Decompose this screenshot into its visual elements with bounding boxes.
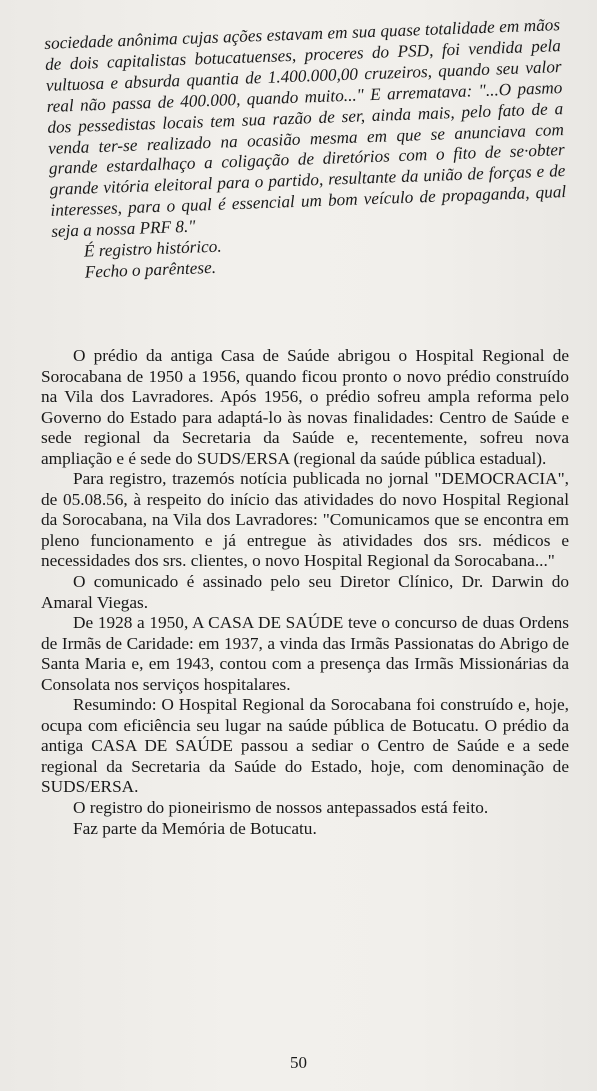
paragraph-sisters-orders: De 1928 a 1950, A CASA DE SAÚDE teve o concurso de duas Ordens de Irmãs de Caridade: em 1937, a vinda das Irmãs Passionatas do Abrigo de Santa Maria e, em 1943, contou com a presença das Irmãs Missionárias da Consolata nos serviços hospitalares. — [41, 613, 569, 694]
paragraph-newspaper-record: Para registro, trazemós notícia publicada no jornal "DEMOCRACIA", de 05.08.56, à respeito do início das atividades do novo Hospital Regional da Sorocabana, na Vila dos Lavradores: "Comunicamos que se encontra em pleno funcionamento e já entregue às atividades dos srs. médicos e necessidades dos srs. clientes, o novo Hospital Regional da Sorocabana..." — [41, 469, 569, 571]
closing-note: Fecho o parêntese. — [84, 257, 217, 282]
paragraph-signature: O comunicado é assinado pelo seu Diretor Clínico, Dr. Darwin do Amaral Viegas. — [41, 572, 569, 612]
paragraph-pioneer-record: O registro do pioneirismo de nossos antepassados está feito. — [73, 798, 489, 818]
paragraph-building-history: O prédio da antiga Casa de Saúde abrigou o Hospital Regional de Sorocabana de 1950 a 1956, quando ficou pronto o novo prédio construído na Vila dos Lavradores. Após 1956, o prédio sofreu ampla reforma pelo Governo do Estado para adaptá-lo às novas finalidades: Centro de Saúde e sede regional da Secretaria da Saúde e, recentemente, sofreu nova ampliação e é sede do SUDS/ERSA (regional da saúde pública estadual). — [41, 346, 569, 468]
body-text — [41, 346, 569, 839]
quoted-newspaper-excerpt — [44, 15, 569, 285]
page-number: 50 — [290, 1053, 307, 1072]
quote-section — [40, 15, 567, 285]
paragraph-summary: Resumindo: O Hospital Regional da Sorocabana foi construído e, hoje, ocupa com eficiência seu lugar na saúde pública de Botucatu. O prédio da antiga CASA DE SAÚDE passou a sediar o Centro de Saúde e a sede regional da Secretaria da Saúde do Estado, hoje, com denominação de SUDS/ERSA. — [41, 695, 569, 797]
historical-note: É registro histórico. — [83, 236, 222, 261]
paragraph-memory: Faz parte da Memória de Botucatu. — [73, 818, 317, 838]
quote-text: sociedade anônima cujas ações estavam em sua quase totalidade em mãos de dois capitalistas botucatuenses, proceres do PSD, foi vendida pela vultuosa e absurda quantia de 1.400.000,00 cruzeiros, quando seu valor real não passa de 400.000, quando muito..." E arrematava: "...O pasmo dos pessedistas locais tem sua razão de ser, ainda mais, pelo fato de a venda ter-se realizado na ocasião mesma em que se anunciava com grande estardalhaço a coligação de diretórios com o fito de se·obter grande vitória eleitoral para o partido, resultante da união de forças e de interesses, para o qual é essencial um bom veículo de propaganda, qual seja a nossa PRF 8." — [44, 15, 567, 242]
